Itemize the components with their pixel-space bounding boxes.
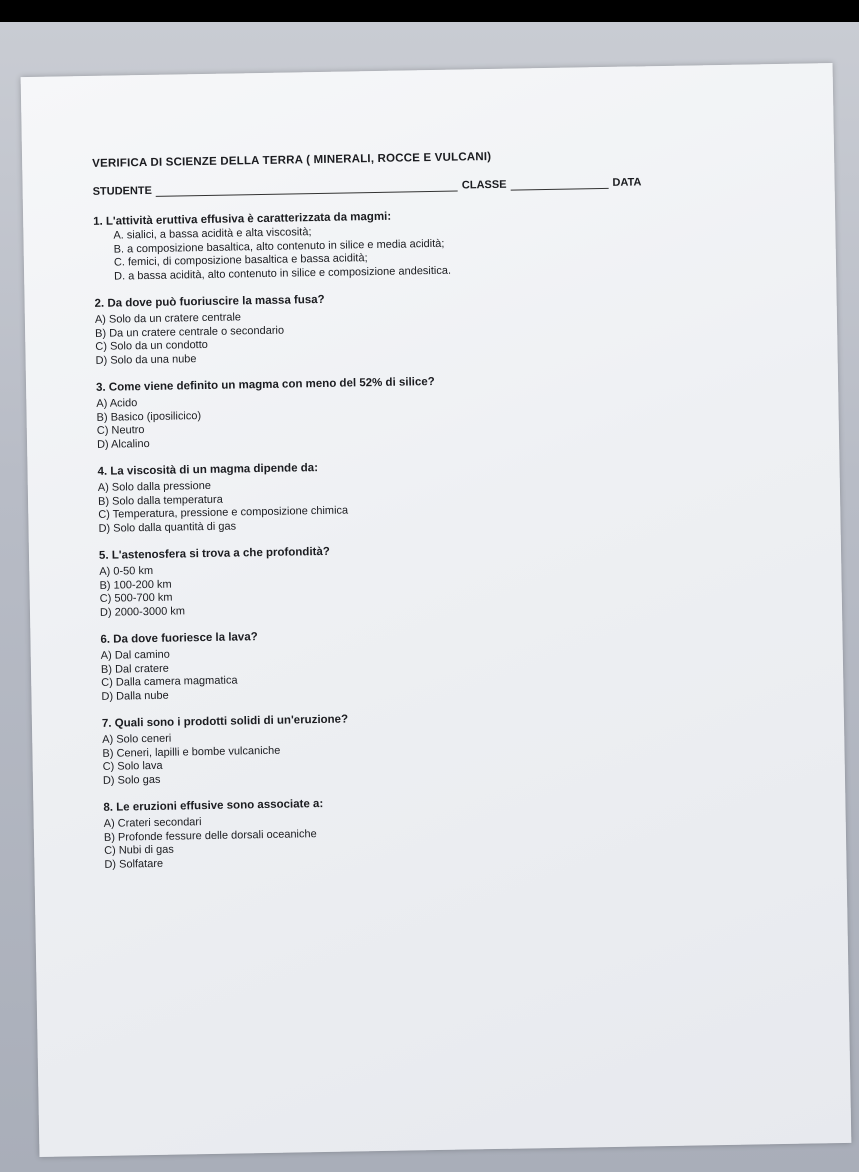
question-text: 1. L'attività eruttiva effusiva è caratterizzata da magmi: (93, 210, 392, 228)
question-text: 2. Da dove può fuoriuscire la massa fusa? (94, 293, 325, 310)
class-blank (510, 178, 608, 191)
answer-option: B) Basico (iposilicico) (96, 409, 202, 424)
class-label: CLASSE (461, 178, 507, 192)
answer-option: B) Da un cratere centrale o secondario (95, 324, 285, 340)
question-3 (96, 371, 697, 451)
answer-option: A) 0-50 km (99, 564, 154, 578)
answer-option: D) 2000-3000 km (99, 604, 186, 619)
answer-option: B) Profonde fessure delle dorsali oceaniche (103, 827, 317, 844)
answer-option: D) Alcalino (96, 437, 150, 451)
question-text: 8. Le eruzioni effusive sono associate a: (103, 797, 324, 814)
document-title: VERIFICA DI SCIENZE DELLA TERRA ( MINERALI, ROCCE E VULCANI) (92, 150, 492, 170)
question-5 (99, 539, 700, 619)
question-7 (102, 707, 703, 787)
answer-option: D) Solo da una nube (95, 352, 197, 367)
question-2 (95, 287, 696, 367)
question-text: 5. L'astenosfera si trova a che profondità? (98, 545, 330, 562)
answer-option: A) Dal camino (100, 648, 170, 662)
answer-option: A) Solo da un cratere centrale (94, 311, 242, 326)
top-black-bar (0, 0, 859, 22)
answer-option: B) Ceneri, lapilli e bombe vulcaniche (102, 744, 281, 760)
answer-option: B) Solo dalla temperatura (97, 493, 223, 508)
student-blank (156, 181, 458, 197)
answer-option: C. femici, di composizione basaltica e bassa acidità; (113, 252, 368, 269)
question-text: 6. Da dove fuoriesce la lava? (100, 631, 258, 646)
answer-option: D) Solo gas (102, 773, 161, 787)
question-4 (97, 455, 698, 535)
answer-option: A) Crateri secondari (103, 816, 202, 830)
student-label: STUDENTE (92, 184, 153, 198)
answer-option: C) Nubi di gas (104, 843, 174, 857)
question-text: 7. Quali sono i prodotti solidi di un'eruzione? (101, 713, 349, 730)
date-label: DATA (612, 176, 642, 189)
answer-option: D) Dalla nube (101, 689, 169, 703)
answer-option: C) Temperatura, pressione e composizione chimica (98, 504, 349, 521)
answer-option: A. sialici, a bassa acidità e alta viscosità; (113, 226, 312, 242)
answer-option: C) Neutro (96, 424, 145, 437)
question-text: 3. Come viene definito un magma con meno del 52% di silice? (95, 375, 435, 394)
answer-option: D. a bassa acidità, alto contenuto in silice e composizione andesitica. (114, 264, 452, 283)
test-document (92, 147, 705, 885)
answer-option: C) 500-700 km (99, 591, 173, 605)
answer-option: C) Solo lava (102, 759, 163, 773)
question-6 (100, 623, 701, 703)
question-1 (93, 205, 694, 283)
question-8 (103, 791, 704, 871)
answer-option: D) Solfatare (104, 857, 164, 871)
question-text: 4. La viscosità di un magma dipende da: (97, 462, 319, 478)
answer-option: A) Solo ceneri (102, 732, 172, 746)
answer-option: C) Solo da un condotto (95, 338, 208, 353)
answer-option: A) Solo dalla pressione (97, 479, 212, 494)
answer-option: C) Dalla camera magmatica (101, 674, 238, 689)
header-fields (93, 175, 693, 197)
answer-option: B. a composizione basaltica, alto contenuto in silice e media acidità; (113, 237, 445, 256)
answer-option: B) Dal cratere (100, 662, 169, 676)
paper-sheet (21, 63, 852, 1157)
answer-option: A) Acido (96, 397, 138, 410)
answer-option: B) 100-200 km (99, 578, 172, 592)
answer-option: D) Solo dalla quantità di gas (98, 519, 237, 535)
